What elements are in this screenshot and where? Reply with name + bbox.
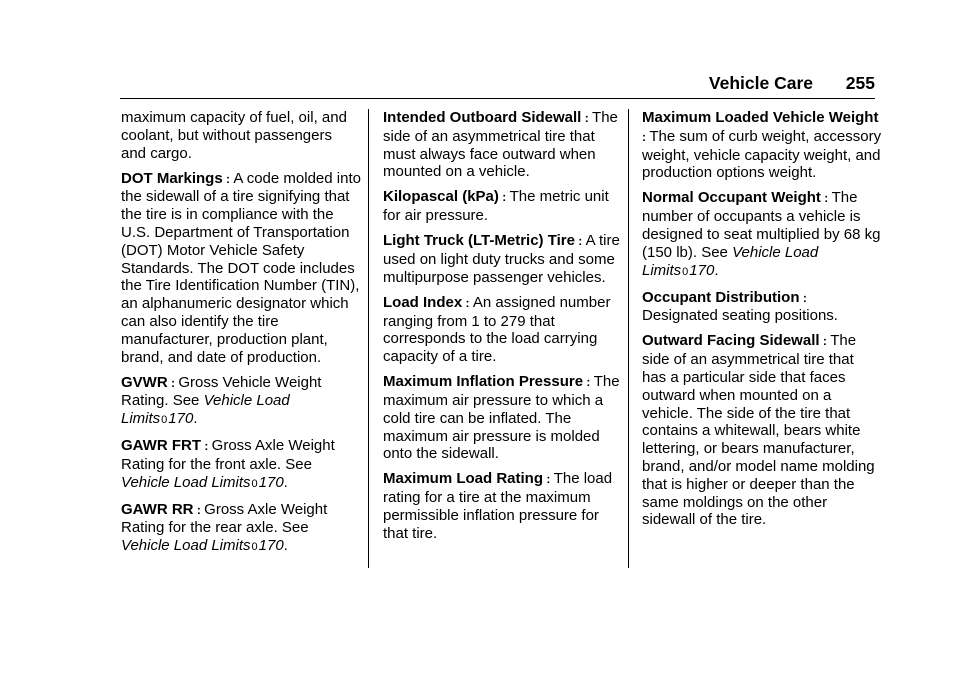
glossary-term: GAWR FRT xyxy=(121,437,201,455)
column-divider xyxy=(628,109,629,568)
glossary-definition: A code molded into the sidewall of a tire signifying that the tire is in compliance with the U.S. Department of Transportation (DOT) Motor Vehicle Safety Standards. The DOT code includes the Tire Identification Number (TIN), an alphanumeric designator which can also identify the tire manufacturer, production plant, brand, and date of production. xyxy=(121,169,361,366)
glossary-entry-dot-markings: DOT Markings : A code molded into the sidewall of a tire signifying that the tire is in compliance with the U.S. Department of Transportation (DOT) Motor Vehicle Safety Standards. The DOT code includes the Tire Identification Number (TIN), an alphanumeric designator which can also identify the tire manufacturer, production plant, brand, and date of production. xyxy=(121,169,361,366)
reference-page-number[interactable]: 170 xyxy=(168,410,194,428)
glossary-definition: The sum of curb weight, accessory weight, vehicle capacity weight, and production options weight. xyxy=(642,127,882,182)
cross-reference-link[interactable]: Vehicle Load Limits xyxy=(121,473,251,491)
glossary-term: Load Index xyxy=(383,293,463,311)
glossary-entry-maximum-inflation-pressure: Maximum Inflation Pressure : The maximum air pressure to which a cold tire can be inflated. The maximum air pressure is molded onto the sidewall. xyxy=(383,373,620,463)
glossary-definition: Gross Axle Weight Rating for the rear axle. See xyxy=(121,500,328,537)
glossary-definition: The maximum air pressure to which a cold tire can be inflated. The maximum air pressure is molded onto the sidewall. xyxy=(383,373,620,463)
reference-page-number[interactable]: 170 xyxy=(689,261,715,279)
glossary-definition: Designated seating positions. xyxy=(642,307,838,325)
cross-reference-link[interactable]: Vehicle Load Limits xyxy=(642,243,819,279)
page-reference-icon: 0 xyxy=(161,414,168,427)
glossary-term: Light Truck (LT-Metric) Tire xyxy=(383,232,575,250)
page-number: 255 xyxy=(845,73,875,93)
glossary-term: GVWR xyxy=(121,373,168,391)
glossary-entry-gawr-frt: GAWR FRT : Gross Axle Weight Rating for the front axle. See Vehicle Load Limits0170. xyxy=(121,437,335,491)
glossary-term: Maximum Loaded Vehicle Weight xyxy=(642,109,879,126)
text-column-2 xyxy=(383,109,623,550)
glossary-definition: The side of an asymmetrical tire that must always face outward when mounted on a vehicle. xyxy=(383,109,618,181)
glossary-entry-maximum-load-rating: Maximum Load Rating : The load rating for a tire at the maximum permissible inflation pressure for that tire. xyxy=(383,470,613,542)
glossary-definition: An assigned number ranging from 1 to 279 that corresponds to the load carrying capacity of a tire. xyxy=(383,293,611,366)
text-column-3 xyxy=(642,109,882,536)
glossary-term: Intended Outboard Sidewall xyxy=(383,109,582,126)
glossary-definition: Gross Axle Weight Rating for the front axle. See xyxy=(121,437,335,473)
glossary-entry-kilopascal: Kilopascal (kPa) : The metric unit for air pressure. xyxy=(383,188,609,225)
glossary-definition: The number of occupants a vehicle is designed to seat multiplied by 68 kg (150 lb). See xyxy=(642,189,881,261)
glossary-entry-load-index: Load Index : An assigned number ranging from 1 to 279 that corresponds to the load carrying capacity of a tire. xyxy=(383,293,611,366)
glossary-continuation: maximum capacity of fuel, oil, and coolant, but without passengers and cargo. xyxy=(121,109,347,162)
glossary-term: DOT Markings xyxy=(121,169,223,187)
page-reference-icon: 0 xyxy=(251,541,258,554)
glossary-definition: The load rating for a tire at the maximum permissible inflation pressure for that tire. xyxy=(383,470,613,542)
glossary-entry-occupant-distribution: Occupant Distribution : Designated seating positions. xyxy=(642,288,838,325)
cross-reference-link[interactable]: Vehicle Load Limits xyxy=(121,537,251,555)
glossary-definition: Gross Vehicle Weight Rating. See xyxy=(121,373,322,410)
glossary-term: Normal Occupant Weight xyxy=(642,189,821,207)
text-column-1 xyxy=(121,109,361,564)
cross-reference-link[interactable]: Vehicle Load Limits xyxy=(121,392,290,428)
glossary-term: Kilopascal (kPa) xyxy=(383,188,499,206)
glossary-definition: A tire used on light duty trucks and some multipurpose passenger vehicles. xyxy=(383,232,620,286)
section-title: Vehicle Care xyxy=(708,73,813,93)
glossary-term: Maximum Inflation Pressure xyxy=(383,373,584,391)
reference-page-number[interactable]: 170 xyxy=(258,537,284,555)
page-header xyxy=(120,70,875,99)
column-divider xyxy=(368,109,369,568)
glossary-entry-maximum-loaded-vehicle-weight: Maximum Loaded Vehicle Weight : The sum of curb weight, accessory weight, vehicle capacity weight, and production options weight. xyxy=(642,109,882,182)
glossary-definition: The metric unit for air pressure. xyxy=(383,188,609,225)
glossary-entry-intended-outboard-sidewall: Intended Outboard Sidewall : The side of an asymmetrical tire that must always face outward when mounted on a vehicle. xyxy=(383,109,618,181)
glossary-definition: The side of an asymmetrical tire that has a particular side that faces outward when mounted on a vehicle. The side of the tire that contains a whitewall, bears white lettering, or bears manufacturer, brand, and/or model name molding that is higher or deeper than the same moldings on the other sidewall of the tire. xyxy=(642,332,875,529)
glossary-entry-normal-occupant-weight: Normal Occupant Weight : The number of occupants a vehicle is designed to seat multiplied by 68 kg (150 lb). See Vehicle Load Limits0170. xyxy=(642,189,881,279)
glossary-term: Occupant Distribution xyxy=(642,288,800,306)
glossary-entry-light-truck-tire: Light Truck (LT-Metric) Tire : A tire used on light duty trucks and some multipurpose passenger vehicles. xyxy=(383,232,620,286)
glossary-term: Outward Facing Sidewall xyxy=(642,332,820,350)
page-reference-icon: 0 xyxy=(251,477,258,490)
reference-page-number[interactable]: 170 xyxy=(258,473,284,491)
glossary-entry-gawr-rr: GAWR RR : Gross Axle Weight Rating for the rear axle. See Vehicle Load Limits0170. xyxy=(121,500,328,555)
glossary-term: GAWR RR xyxy=(121,500,194,518)
glossary-entry-outward-facing-sidewall: Outward Facing Sidewall : The side of an asymmetrical tire that has a particular side that faces outward when mounted on a vehicle. The side of the tire that contains a whitewall, bears white lettering, or bears manufacturer, brand, and/or model name molding that is higher or deeper than the same moldings on the other sidewall of the tire. xyxy=(642,332,875,529)
glossary-entry-gvwr: GVWR : Gross Vehicle Weight Rating. See Vehicle Load Limits0170. xyxy=(121,373,322,428)
glossary-term: Maximum Load Rating xyxy=(383,470,544,488)
page-reference-icon: 0 xyxy=(682,265,689,278)
